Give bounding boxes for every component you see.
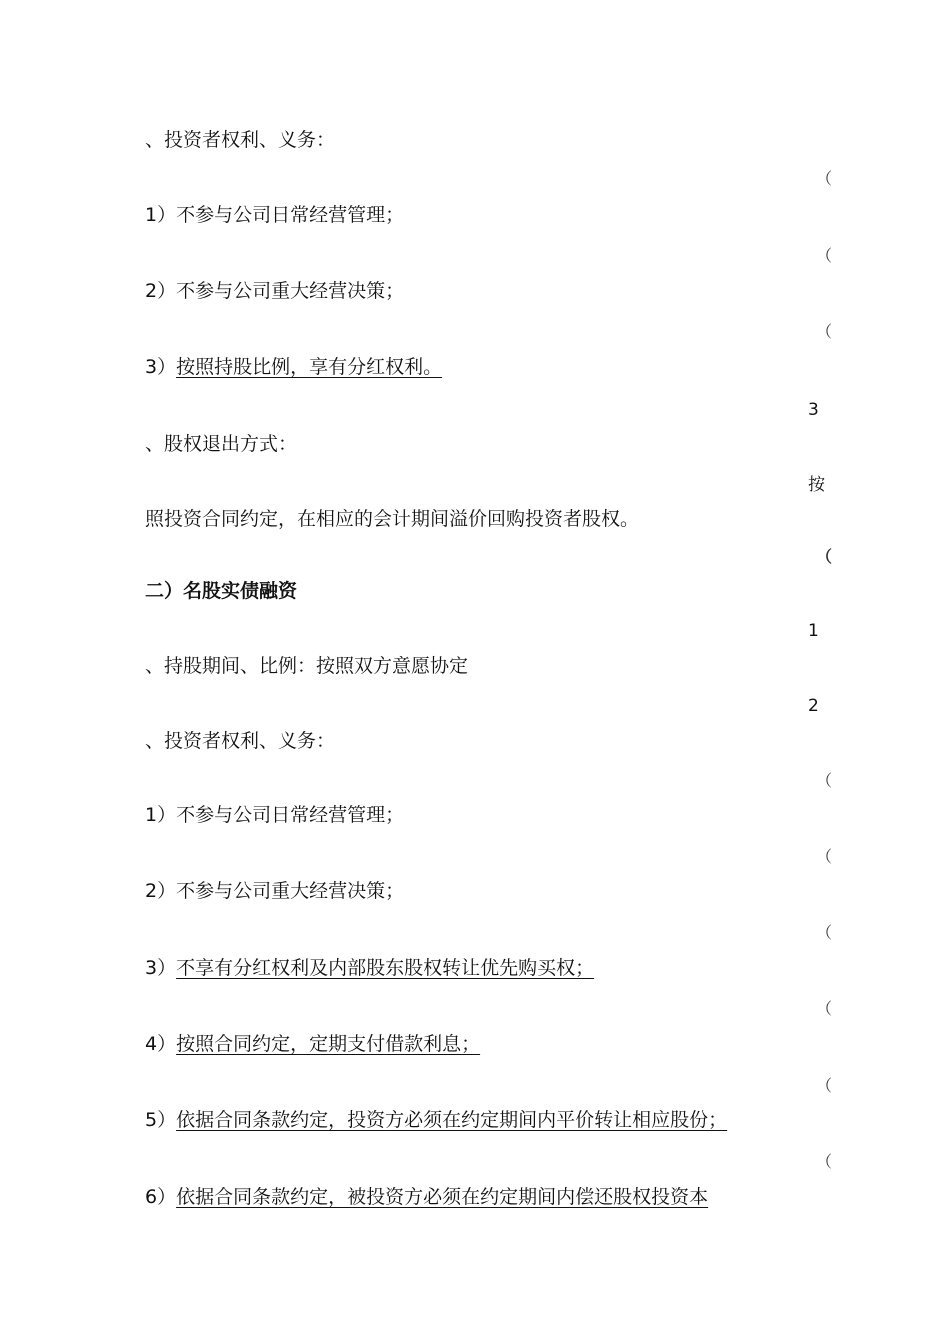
line-underlined-text: 按照持股比例，享有分红权利。	[176, 356, 443, 378]
line-text: 1）不参与公司日常经营管理；	[145, 204, 405, 226]
margin-mark: 按	[808, 475, 825, 495]
line-text: 3）	[145, 356, 177, 378]
line-text: 5）	[145, 1109, 177, 1131]
text-line	[145, 355, 442, 379]
line-text: 、持股期间、比例：按照双方意愿协定	[145, 655, 469, 677]
text-line	[145, 1108, 727, 1132]
margin-mark: （	[816, 246, 833, 265]
text-line	[145, 654, 468, 678]
line-text: 4）	[145, 1033, 177, 1055]
margin-mark: （	[816, 771, 833, 790]
line-text: 、投资者权利、义务：	[145, 129, 336, 151]
margin-mark: 3	[808, 400, 819, 420]
line-underlined-text: 不享有分红权利及内部股东股权转让优先购买权；	[176, 957, 595, 979]
line-underlined-text: 依据合同条款约定，投资方必须在约定期间内平价转让相应股份；	[176, 1109, 728, 1131]
line-text: 1）不参与公司日常经营管理；	[145, 804, 405, 826]
text-line	[145, 128, 335, 152]
line-underlined-text: 按照合同约定，定期支付借款利息；	[176, 1033, 481, 1055]
text-line	[145, 956, 594, 980]
margin-mark: （	[816, 1152, 833, 1171]
text-line	[145, 1032, 480, 1056]
text-line	[145, 203, 404, 227]
line-text: 、投资者权利、义务：	[145, 730, 336, 752]
text-line	[145, 507, 639, 531]
text-line	[145, 879, 404, 903]
margin-mark: （	[816, 169, 833, 188]
margin-mark: （	[816, 847, 833, 866]
text-line	[145, 803, 404, 827]
line-text: 照投资合同约定，在相应的会计期间溢价回购投资者股权。	[145, 508, 640, 530]
margin-mark: 2	[808, 696, 819, 716]
text-line	[145, 279, 404, 303]
text-line	[145, 729, 335, 753]
line-text: 6）	[145, 1186, 177, 1208]
line-underlined-text: 依据合同条款约定，被投资方必须在约定期间内偿还股权投资本	[176, 1186, 709, 1208]
line-text: 3）	[145, 957, 177, 979]
text-line	[145, 1185, 708, 1209]
margin-mark: 1	[808, 621, 819, 641]
section-heading	[145, 579, 297, 603]
line-text: 2）不参与公司重大经营决策；	[145, 880, 405, 902]
margin-mark: （	[816, 1076, 833, 1095]
heading-text: 二）名股实债融资	[145, 580, 298, 602]
margin-mark: （	[816, 999, 833, 1018]
text-line	[145, 432, 297, 456]
line-text: 2）不参与公司重大经营决策；	[145, 280, 405, 302]
margin-mark: （	[816, 322, 833, 341]
margin-mark: （	[816, 923, 833, 942]
line-text: 、股权退出方式：	[145, 433, 298, 455]
margin-mark: （	[816, 547, 833, 566]
